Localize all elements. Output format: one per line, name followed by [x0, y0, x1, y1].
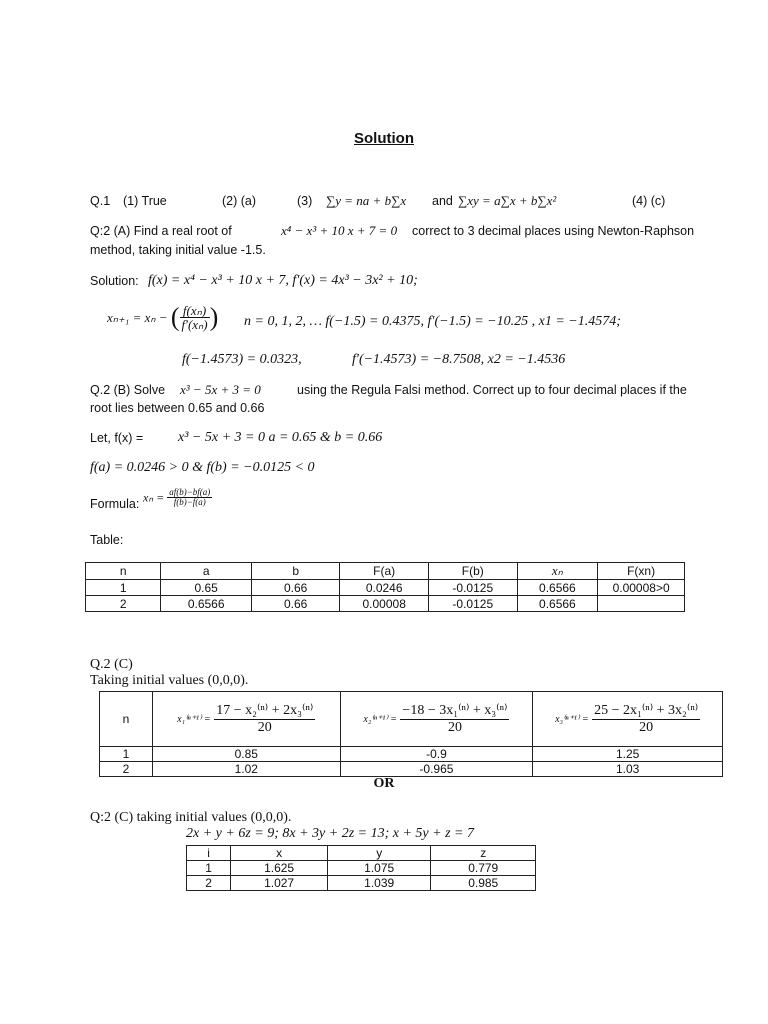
table-cell: 1.075: [327, 861, 431, 876]
table-cell: 1: [100, 747, 153, 762]
jacobi-table: [99, 691, 723, 777]
q2a-solution-equation: f(x) = x⁴ − x³ + 10 x + 7, f′(x) = 4x³ − 3x² + 10;: [148, 273, 418, 288]
table-cell: 1: [187, 861, 231, 876]
q2a-iteration-line2b: f′(−1.4573) = −8.7508, x2 = −1.4536: [352, 352, 566, 367]
q2b-formula: xₙ = $\frac{af(b)-bf(a)}{f(b)-f(a)}$: [143, 487, 211, 507]
table-cell: 1.03: [533, 762, 723, 777]
table-header-cell: i: [187, 846, 231, 861]
q1-answer-3-formula: ∑y = na + b∑x: [326, 193, 407, 208]
q2b-text-pre: Q.2 (B) Solve: [90, 383, 166, 397]
table-header-cell: F(b): [428, 563, 517, 580]
table-header-cell: xₙ: [517, 563, 598, 580]
table-cell: 2: [86, 596, 161, 612]
table-cell: -0.0125: [428, 596, 517, 612]
q2a-text-pre: Q:2 (A) Find a real root of: [90, 224, 232, 238]
q2a-solution-label: Solution:: [90, 274, 139, 288]
iteration-lhs: xₙ₊₁ = xₙ −: [107, 310, 168, 325]
table-cell: 0.66: [251, 596, 339, 612]
regula-falsi-table: [85, 562, 685, 612]
table-cell: 0.65: [161, 580, 252, 596]
q2c-heading: Q.2 (C): [90, 657, 133, 672]
q1-answer-3-formula2: ∑xy = a∑x + b∑x²: [458, 193, 557, 208]
table-cell: 1: [86, 580, 161, 596]
table-cell: -0.0125: [428, 580, 517, 596]
table-cell: 0.985: [431, 876, 536, 891]
table-cell: 1.02: [152, 762, 340, 777]
table-cell: 1.027: [231, 876, 328, 891]
q2b-let-label: Let, f(x) =: [90, 431, 144, 445]
q2a-text-line2: method, taking initial value -1.5.: [90, 243, 266, 257]
table-header-cell: x₂⁽ⁿ⁺¹⁾ = $\frac{\text{−18 − 3x₁⁽ⁿ⁾ + x₃⁽ⁿ⁾}}{20}$: [340, 692, 533, 747]
q2b-table-label: Table:: [90, 533, 124, 547]
q1-answer-2: (2) (a): [222, 194, 257, 208]
table-row: [86, 580, 685, 596]
table-cell: 1.039: [327, 876, 431, 891]
table-cell: 1.625: [231, 861, 328, 876]
table-cell: 0.00008: [340, 596, 429, 612]
page-title: Solution: [354, 130, 414, 147]
q2b-equation: x³ − 5x + 3 = 0: [180, 382, 261, 397]
q1-answer-3-prefix: (3): [297, 194, 313, 208]
table-cell: 0.66: [251, 580, 339, 596]
table-cell: 0.6566: [517, 580, 598, 596]
q1-label: Q.1: [90, 194, 111, 208]
table-header-row: [187, 846, 536, 861]
q2b-text-post: using the Regula Falsi method. Correct up to four decimal places if the: [297, 383, 687, 397]
table-cell: 2: [187, 876, 231, 891]
q2c-alt-equations: 2x + y + 6z = 9; 8x + 3y + 2z = 13; x + 5y + z = 7: [186, 826, 474, 841]
table-row: [100, 762, 723, 777]
q2a-iteration-values: n = 0, 1, 2, … f(−1.5) = 0.4375, f′(−1.5) = −10.25 , x1 = −1.4574;: [244, 314, 621, 329]
table-row: [187, 876, 536, 891]
table-header-cell: b: [251, 563, 339, 580]
q2b-formula-fraction: $\frac{af(b)-bf(a)}{f(b)-f(a)}$: [169, 487, 211, 507]
iteration-fraction: $\frac{\text{f(xₙ)}}{\text{f′(xₙ)}}$: [181, 303, 208, 332]
q2b-text-line2: root lies between 0.65 and 0.66: [90, 401, 265, 415]
table-cell: 0.0246: [340, 580, 429, 596]
table-header-cell: x₁⁽ⁿ⁺¹⁾ = $\frac{\text{17 − x₂⁽ⁿ⁾ + 2x₃⁽ⁿ⁾}}{20}$: [152, 692, 340, 747]
q2b-formula-label: Formula:: [90, 497, 140, 511]
table-header-row: [86, 563, 685, 580]
table-header-cell: F(a): [340, 563, 429, 580]
table-header-cell: n: [100, 692, 153, 747]
q2b-let-equation: x³ − 5x + 3 = 0 a = 0.65 & b = 0.66: [178, 430, 383, 445]
q2a-text-post: correct to 3 decimal places using Newton-Raphson: [412, 224, 695, 238]
q2a-iteration-line2a: f(−1.4573) = 0.0323,: [182, 352, 302, 367]
q2b-fab: f(a) = 0.0246 > 0 & f(b) = −0.0125 < 0: [90, 460, 315, 475]
table-header-cell: z: [431, 846, 536, 861]
q2c-initial-values: Taking initial values (0,0,0).: [90, 673, 249, 688]
table-header-cell: a: [161, 563, 252, 580]
table-header-row: [100, 692, 723, 747]
table-header-cell: F(xn): [598, 563, 685, 580]
table-cell: 0.6566: [161, 596, 252, 612]
q1-answer-1: (1) True: [123, 194, 167, 208]
or-separator: OR: [373, 776, 395, 791]
table-cell: 0.6566: [517, 596, 598, 612]
table-cell: 1.25: [533, 747, 723, 762]
q2c-alt-heading: Q:2 (C) taking initial values (0,0,0).: [90, 810, 292, 825]
table-cell: 2: [100, 762, 153, 777]
table-cell: 0.00008>0: [598, 580, 685, 596]
table-row: [187, 861, 536, 876]
q2a-iteration-formula: xₙ₊₁ = xₙ − ( $\frac{\text{f(xₙ)}}{\text{f′(xₙ)}}$ ): [107, 302, 219, 332]
table-header-cell: x₃⁽ⁿ⁺¹⁾ = $\frac{\text{25 − 2x₁⁽ⁿ⁾ + 3x₂⁽ⁿ⁾}}{20}$: [533, 692, 723, 747]
gauss-seidel-table: [186, 845, 536, 891]
table-cell: 0.779: [431, 861, 536, 876]
q1-answer-3-and: and: [432, 194, 453, 208]
table-cell: 0.85: [152, 747, 340, 762]
table-row: [100, 747, 723, 762]
table-cell: [598, 596, 685, 612]
table-cell: -0.965: [340, 762, 533, 777]
table-header-cell: y: [327, 846, 431, 861]
table-cell: -0.9: [340, 747, 533, 762]
q1-answer-4: (4) (c): [632, 194, 666, 208]
table-row: [86, 596, 685, 612]
table-header-cell: x: [231, 846, 328, 861]
table-header-cell: n: [86, 563, 161, 580]
q2a-equation: x⁴ − x³ + 10 x + 7 = 0: [281, 223, 398, 238]
